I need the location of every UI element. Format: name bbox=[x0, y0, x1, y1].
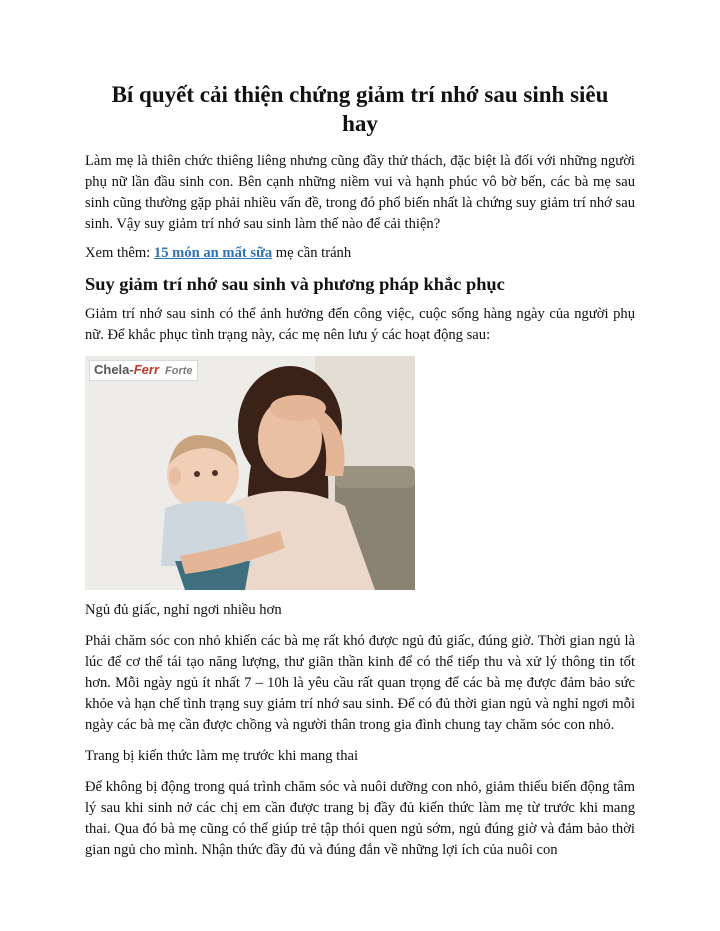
article bbox=[85, 80, 635, 871]
see-also-prefix: Xem thêm: bbox=[85, 245, 154, 261]
section-heading: Suy giảm trí nhớ sau sinh và phương pháp khắc phục bbox=[85, 274, 505, 294]
tip1-title: Ngủ đủ giấc, nghỉ ngơi nhiều hơn bbox=[85, 602, 282, 618]
tip1-body: Phải chăm sóc con nhỏ khiến các bà mẹ rất khó được ngủ đủ giấc, đúng giờ. Thời gian ngủ là lúc để cơ thể tái tạo năng lượng, thư giãn thần kinh để có thể tiếp thu và xử lý thông tin tốt hơn. Mỗi ngày ngủ ít nhất 7 – 10h là yêu cầu rất quan trọng để các bà mẹ được đảm bảo sức khỏe và hạn chế tình trạng suy giảm trí nhớ sau sinh. Để có đủ thời gian ngủ và nghỉ ngơi mỗi ngày các bà mẹ cần được chồng và người thân trong gia đình chung tay chăm sóc con nhỏ. bbox=[85, 633, 635, 733]
mother-baby-photo bbox=[85, 356, 415, 590]
article-title: Bí quyết cải thiện chứng giảm trí nhớ sau sinh siêu hay bbox=[111, 82, 609, 136]
section-intro: Giảm trí nhớ sau sinh có thể ảnh hưởng đến công việc, cuộc sống hàng ngày của người phụ nữ. Để khắc phục tình trạng này, các mẹ nên lưu ý các hoạt động sau: bbox=[85, 306, 635, 343]
see-also-link[interactable]: 15 món an mất sữa bbox=[153, 245, 273, 261]
photo-illustration bbox=[85, 356, 415, 590]
see-also-line bbox=[85, 243, 635, 264]
intro-paragraph: Làm mẹ là thiên chức thiêng liêng nhưng cũng đầy thử thách, đặc biệt là đối với những người phụ nữ lần đầu sinh con. Bên cạnh những niềm vui và hạnh phúc vô bờ bến, các bà mẹ sau sinh cũng thường gặp phải nhiều vấn đề, trong đó phổ biến nhất là chứng suy giảm trí nhớ sau sinh. Vậy suy giảm trí nhớ sau sinh làm thế nào để cải thiện? bbox=[85, 153, 635, 232]
see-also-suffix: mẹ cần tránh bbox=[272, 245, 352, 261]
tip2-body: Để không bị động trong quá trình chăm sóc và nuôi dưỡng con nhỏ, giảm thiểu biến động tâm lý sau khi sinh nở các chị em cần được trang bị đầy đủ kiến thức làm mẹ từ trước khi mang thai. Qua đó bà mẹ cũng có thể giúp trẻ tập thói quen ngủ sớm, ngủ đúng giờ và đảm bảo thời gian ngủ cho mình. Nhận thức đầy đủ và đúng đắn về những lợi ích của nuôi con bbox=[85, 779, 635, 858]
tip2-title: Trang bị kiến thức làm mẹ trước khi mang thai bbox=[85, 748, 359, 764]
chela-ferr-forte-logo: Chela-Ferr Forte bbox=[89, 360, 198, 381]
